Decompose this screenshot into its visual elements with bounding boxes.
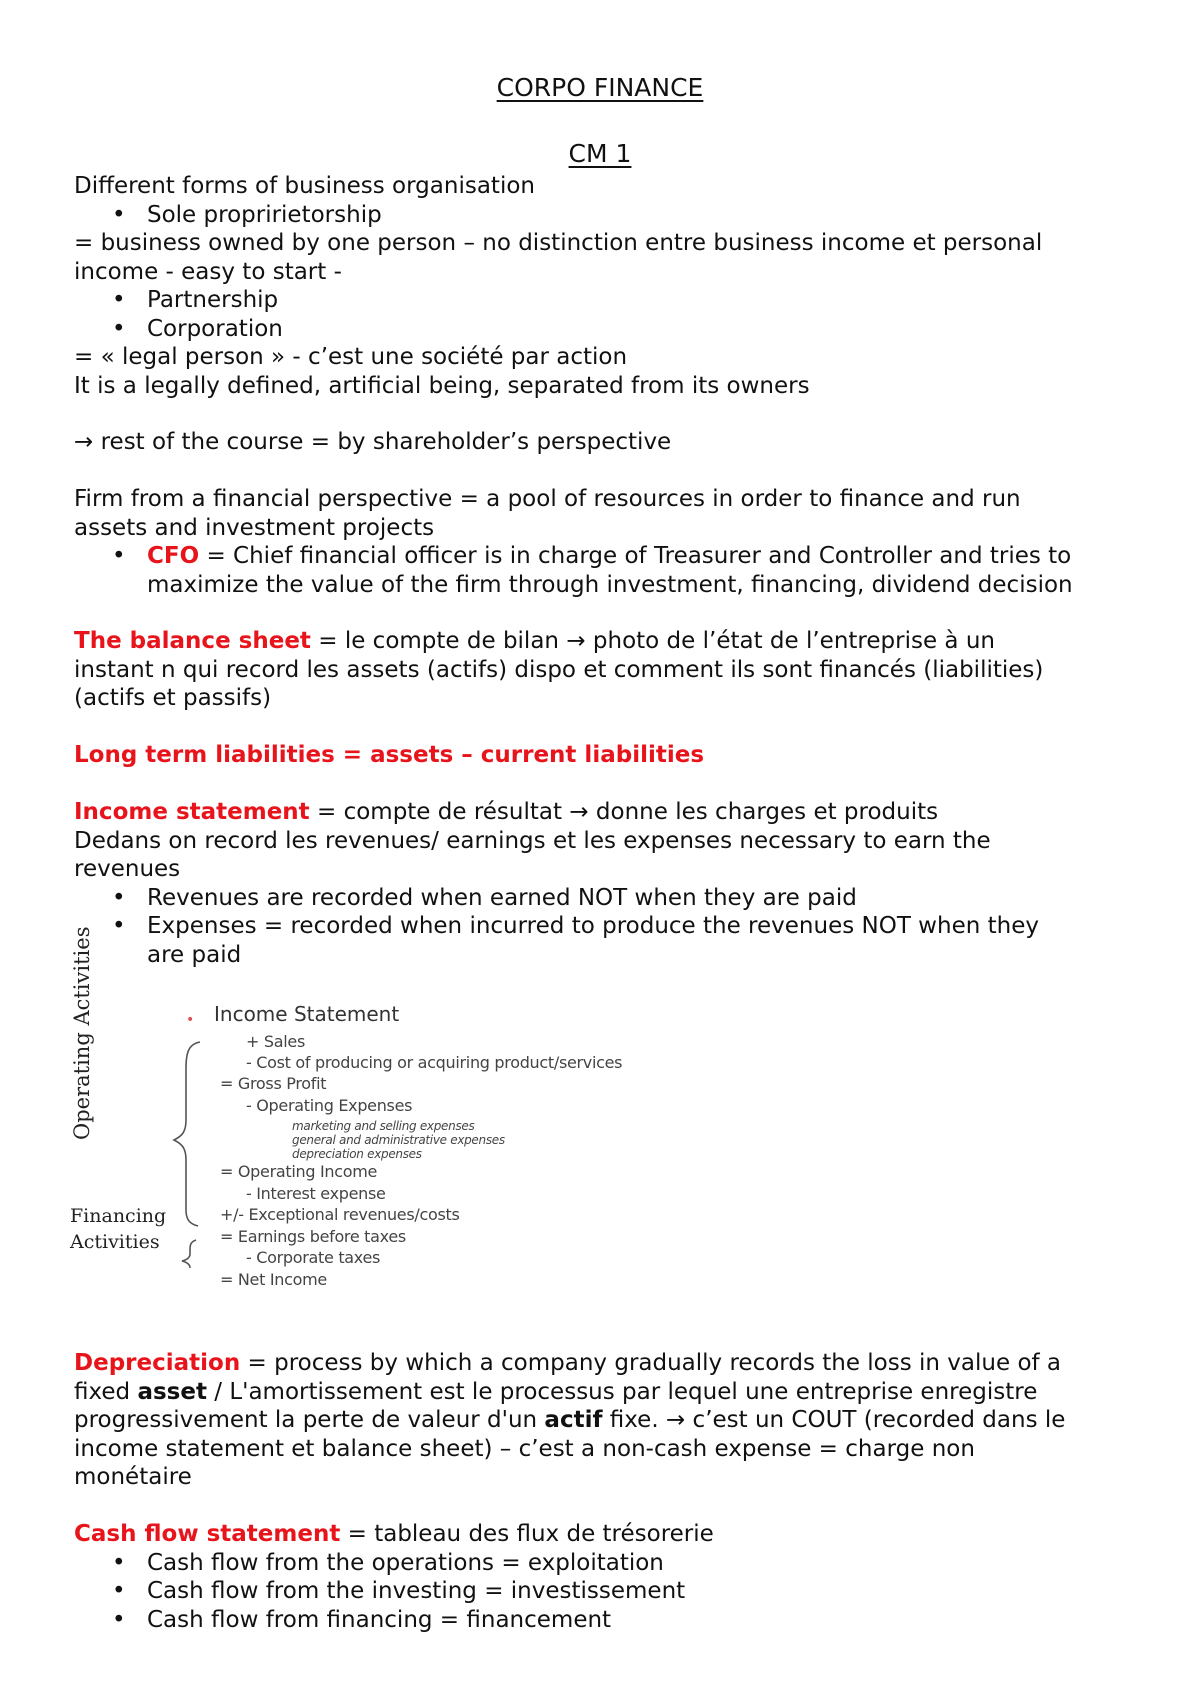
cashflow-section bbox=[74, 1520, 1134, 1634]
financing-label-1: Financing bbox=[70, 1205, 167, 1227]
corp-desc: = « legal person » - c’est une société par action bbox=[74, 344, 628, 370]
diagram-row: = Gross Profit bbox=[220, 1074, 327, 1093]
balance-label: The balance sheet bbox=[74, 628, 311, 654]
corp-desc-2: It is a legally defined, artificial being, separated from its owners bbox=[74, 372, 810, 399]
operating-activities-label: Operating Activities bbox=[70, 926, 94, 1140]
depreciation-line-3c: c’est un COUT (recorded dans le bbox=[685, 1407, 1066, 1433]
balance-section bbox=[74, 627, 1134, 713]
sole-desc-1: = business owned by one person – no distinction entre business income et personal bbox=[74, 230, 1043, 256]
document-subtitle: CM 1 bbox=[568, 139, 632, 168]
depreciation-label: Depreciation bbox=[74, 1350, 241, 1376]
balance-line-3: (actifs et passifs) bbox=[74, 685, 272, 711]
cfo-line-2: maximize the value of the firm through investment, financing, dividend decision bbox=[147, 571, 1073, 598]
diagram-row: - Cost of producing or acquiring product/services bbox=[246, 1053, 623, 1072]
balance-line-1: = le compte de bilan bbox=[310, 628, 567, 654]
depreciation-line-1: = process by which a company gradually records the loss in value of a bbox=[240, 1350, 1062, 1376]
asset-word: asset bbox=[137, 1378, 207, 1405]
diagram-row: = Net Income bbox=[220, 1270, 327, 1289]
diagram-row: + Sales bbox=[246, 1032, 305, 1051]
cfo-line-1: = Chief financial officer is in charge of Treasurer and Controller and tries to bbox=[199, 543, 1072, 569]
course-note bbox=[74, 428, 1134, 457]
depreciation-section bbox=[74, 1349, 1134, 1492]
income-line-3: revenues bbox=[74, 856, 181, 882]
diagram-row: general and administrative expenses bbox=[292, 1133, 505, 1147]
brace-graphic bbox=[170, 1040, 210, 1270]
arrow-icon: → bbox=[74, 429, 94, 455]
diagram-row: = Earnings before taxes bbox=[220, 1227, 406, 1246]
depreciation-line-3a: progressivement la perte de valeur d'un bbox=[74, 1407, 545, 1433]
income-line-1: = compte de résultat bbox=[309, 799, 570, 825]
diagram-row: marketing and selling expenses bbox=[292, 1119, 475, 1133]
bullet-cf-operations: • Cash flow from the operations = exploitation bbox=[74, 1549, 1134, 1578]
financing-label-2: Activities bbox=[70, 1231, 160, 1253]
income-line-2: Dedans on record les revenues/ earnings et les expenses necessary to earn the bbox=[74, 827, 991, 854]
sole-desc-2: income - easy to start - bbox=[74, 258, 342, 285]
depreciation-line-2b: / L'amortissement est le processus par lequel une entreprise enregistre bbox=[206, 1378, 1038, 1405]
bullet-partnership: • Partnership bbox=[74, 286, 1134, 315]
balance-line-2: instant n qui record les assets (actifs) dispo et comment ils sont financés (liabilities) bbox=[74, 656, 1044, 683]
income-line-1b: donne les charges et produits bbox=[588, 799, 939, 825]
cashflow-label: Cash flow statement bbox=[74, 1521, 341, 1547]
bullet-revenues: • Revenues are recorded when earned NOT when they are paid bbox=[74, 884, 1134, 913]
diagram-row: +/- Exceptional revenues/costs bbox=[220, 1205, 460, 1224]
diagram-row: - Operating Expenses bbox=[246, 1096, 413, 1115]
income-label: Income statement bbox=[74, 799, 310, 825]
financing-brace bbox=[182, 1240, 196, 1268]
bullet-cf-financing: • Cash flow from financing = financement bbox=[74, 1606, 1134, 1635]
income-section bbox=[74, 798, 1134, 969]
arrow-icon: → bbox=[569, 799, 589, 825]
diagram-row: = Operating Income bbox=[220, 1162, 378, 1181]
document-title: CORPO FINANCE bbox=[496, 73, 704, 102]
diagram-row: - Corporate taxes bbox=[246, 1248, 381, 1267]
bullet-cfo bbox=[74, 542, 1134, 571]
depreciation-line-2a: fixed bbox=[74, 1378, 138, 1405]
bullet-sole: • Sole propririetorship bbox=[74, 201, 1134, 230]
balance-line-1b: photo de l’état de l’entreprise à un bbox=[585, 628, 995, 654]
bullet-corporation: • Corporation bbox=[74, 315, 1134, 344]
bullet-cf-investing: • Cash flow from the investing = investissement bbox=[74, 1577, 1134, 1606]
forms-intro: Different forms of business organisation bbox=[74, 173, 535, 199]
cashflow-line-1: = tableau des flux de trésorerie bbox=[340, 1521, 714, 1547]
depreciation-line-5: monétaire bbox=[74, 1464, 192, 1490]
long-term-section bbox=[74, 741, 1134, 770]
expenses-line-2: are paid bbox=[147, 941, 242, 968]
firm-line-1: Firm from a financial perspective = a pool of resources in order to finance and run bbox=[74, 486, 1021, 512]
operating-brace bbox=[174, 1042, 200, 1226]
arrow-icon: → bbox=[665, 1407, 686, 1433]
firm-line-2: assets and investment projects bbox=[74, 514, 435, 541]
diagram-bullet: • bbox=[186, 1012, 195, 1028]
cfo-label: CFO bbox=[147, 543, 200, 569]
firm-section bbox=[74, 485, 1134, 599]
actif-word: actif bbox=[544, 1407, 603, 1433]
bullet-expenses: • Expenses = recorded when incurred to produce the revenues NOT when they bbox=[74, 912, 1134, 941]
depreciation-line-4: income statement et balance sheet) – c’est a non-cash expense = charge non bbox=[74, 1435, 975, 1462]
arrow-icon: → bbox=[566, 628, 586, 654]
depreciation-line-3b: fixe. bbox=[602, 1407, 666, 1433]
forms-section bbox=[74, 172, 1134, 400]
diagram-row: depreciation expenses bbox=[292, 1147, 422, 1161]
long-term-formula: Long term liabilities = assets – current liabilities bbox=[74, 742, 705, 768]
course-note-text: rest of the course = by shareholder’s perspective bbox=[100, 429, 672, 455]
diagram-header: Income Statement bbox=[214, 1002, 400, 1026]
diagram-row: - Interest expense bbox=[246, 1184, 386, 1203]
